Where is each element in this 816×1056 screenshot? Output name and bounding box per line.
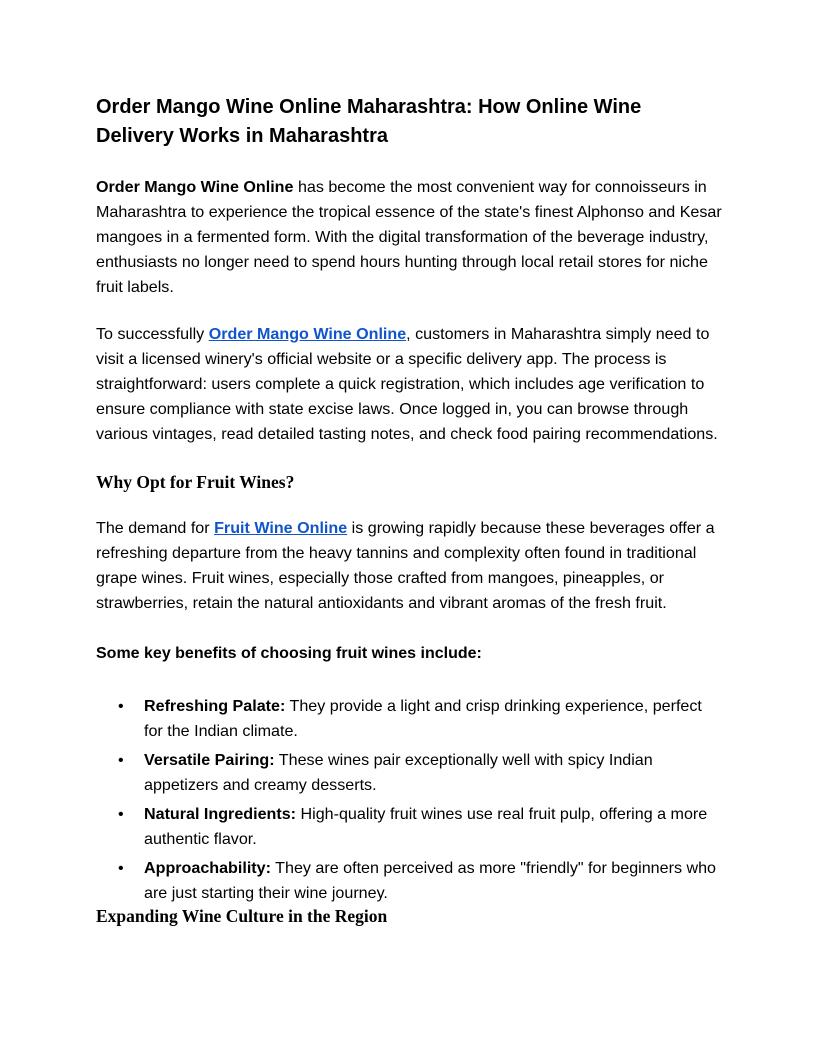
benefit-label: Natural Ingredients:	[144, 805, 297, 823]
benefit-text: High-quality fruit wines use real fruit pulp, offering a more authentic flavor.	[144, 805, 708, 848]
intro-paragraph	[96, 175, 724, 300]
list-item	[96, 856, 724, 906]
why-fruit-wines-heading: Why Opt for Fruit Wines?	[96, 472, 295, 492]
bullet-icon: •	[118, 859, 124, 877]
order-mango-wine-link[interactable]: Order Mango Wine Online	[208, 325, 407, 343]
why-text-after: is growing rapidly because these beverages offer a refreshing departure from the heavy tannins and complexity often found in traditional grape wines. Fruit wines, especially those crafted from mangoes, pineapples, or strawberries, retain the natural antioxidants and vibrant aromas of the fresh fruit.	[96, 519, 715, 612]
bullet-icon: •	[118, 751, 124, 769]
process-text-after: , customers in Maharashtra simply need to visit a licensed winery's official website or a specific delivery app. The process is straightforward: users complete a quick registration, which includes age verification to ensure compliance with state excise laws. Once logged in, you can browse through various vintages, read detailed tasting notes, and check food pairing recommendations.	[96, 325, 718, 443]
benefit-label: Approachability:	[144, 859, 271, 877]
benefits-list	[96, 694, 724, 906]
benefit-text: They provide a light and crisp drinking experience, perfect for the Indian climate.	[144, 697, 702, 740]
expanding-wine-culture-heading: Expanding Wine Culture in the Region	[96, 906, 388, 926]
list-item	[96, 694, 724, 744]
process-paragraph	[96, 322, 724, 447]
intro-bold-lead: Order Mango Wine Online	[96, 178, 294, 196]
document-page	[96, 93, 724, 928]
benefit-text: They are often perceived as more "friendly" for beginners who are just starting their wine journey.	[144, 859, 716, 902]
benefit-text: These wines pair exceptionally well with spicy Indian appetizers and creamy desserts.	[144, 751, 653, 794]
process-text-before: To successfully	[96, 325, 209, 343]
bullet-icon: •	[118, 805, 124, 823]
bullet-icon: •	[118, 697, 124, 715]
fruit-wine-online-link[interactable]: Fruit Wine Online	[214, 519, 348, 537]
why-text-before: The demand for	[96, 519, 215, 537]
list-item	[96, 802, 724, 852]
intro-text: has become the most convenient way for connoisseurs in Maharashtra to experience the tropical essence of the state's finest Alphonso and Kesar mangoes in a fermented form. With the digital transformation of the beverage industry, enthusiasts no longer need to spend hours hunting through local retail stores for niche fruit labels.	[96, 178, 722, 296]
benefit-label: Versatile Pairing:	[144, 751, 275, 769]
benefits-heading: Some key benefits of choosing fruit wines include:	[96, 645, 482, 662]
why-paragraph	[96, 516, 724, 616]
list-item	[96, 748, 724, 798]
page-title: Order Mango Wine Online Maharashtra: How Online Wine Delivery Works in Maharashtra	[96, 96, 642, 147]
benefit-label: Refreshing Palate:	[144, 697, 286, 715]
